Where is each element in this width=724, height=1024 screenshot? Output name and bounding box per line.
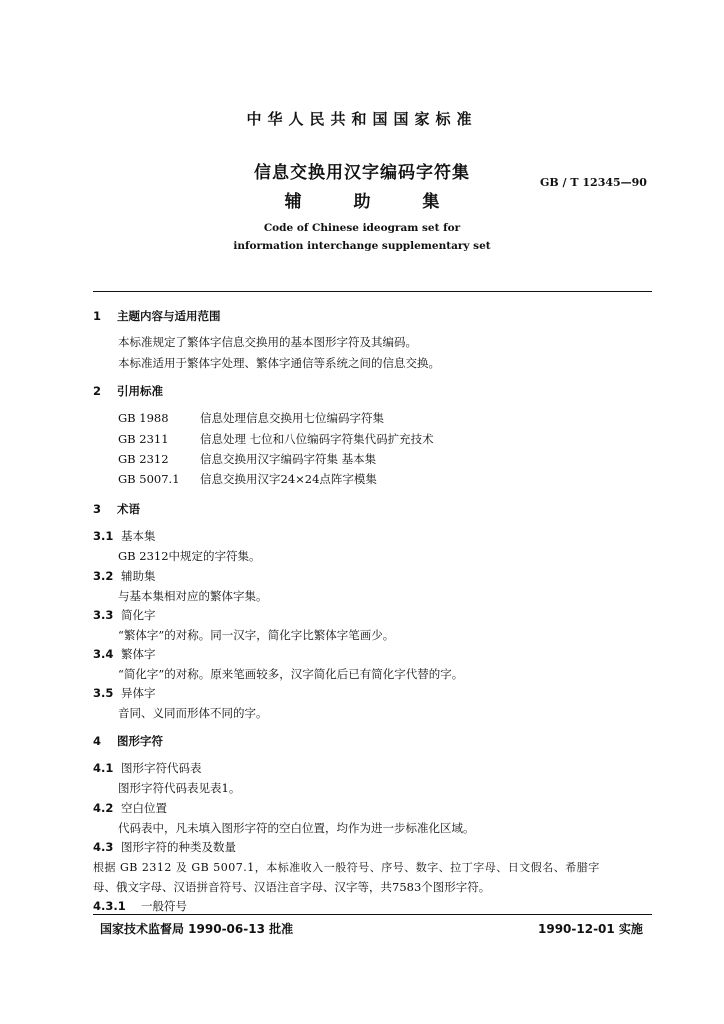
paragraph: 根据 GB 2312 及 GB 5007.1，本标准收入一般符号、序号、数字、拉丁字母、日文假名、希腊字	[93, 861, 600, 874]
section-2-heading	[93, 383, 163, 399]
reference-title: 信息交换用汉字编码字符集 基本集	[200, 452, 377, 466]
paragraph: 本标准规定了繁体字信息交换用的基本图形字符及其编码。	[118, 335, 417, 349]
term-number: 3.1	[93, 529, 114, 543]
reference-item	[118, 451, 376, 467]
footer-divider	[93, 914, 652, 915]
reference-title: 信息处理 七位和八位编码字符集代码扩充技术	[200, 432, 434, 446]
subsection-title: 一般符号	[141, 899, 187, 913]
term-number: 3.4	[93, 647, 114, 661]
term-definition: 与基本集相对应的繁体字集。	[118, 589, 268, 603]
section-4-heading	[93, 733, 163, 749]
section-title: 引用标准	[117, 384, 163, 398]
subsection-title: 空白位置	[121, 801, 167, 815]
term-number: 3.2	[93, 569, 114, 583]
term-name: 基本集	[121, 529, 156, 543]
english-title-line1: Code of Chinese ideogram set for	[263, 222, 461, 234]
section-title: 主题内容与适用范围	[117, 309, 221, 323]
term-3-5	[93, 685, 156, 701]
reference-item	[118, 471, 377, 487]
section-title: 术语	[117, 502, 140, 516]
term-definition: 音同、义同而形体不同的字。	[118, 706, 268, 720]
english-title-line2: information interchange supplementary set	[233, 240, 491, 252]
subsection-number: 4.2	[93, 801, 114, 815]
term-3-2	[93, 568, 156, 584]
term-3-3	[93, 607, 156, 623]
reference-title: 信息处理信息交换用七位编码字符集	[200, 411, 384, 425]
term-3-4	[93, 646, 156, 662]
subsection-number: 4.3	[93, 840, 114, 854]
term-name: 简化字	[121, 608, 156, 622]
term-name: 异体字	[121, 686, 156, 700]
term-definition: “简化字”的对称。原来笔画较多，汉字简化后已有简化字代替的字。	[118, 667, 464, 681]
section-number: 3	[93, 502, 102, 516]
reference-code: GB 5007.1	[118, 472, 180, 486]
reference-code: GB 2311	[118, 432, 169, 446]
subsection-number: 4.3.1	[93, 899, 126, 913]
section-number: 2	[93, 384, 102, 398]
subsection-4-3	[93, 839, 236, 855]
reference-code: GB 1988	[118, 411, 169, 425]
subsection-4-3-1	[93, 898, 187, 914]
subsection-title: 图形字符代码表	[121, 761, 202, 775]
subsection-4-2	[93, 800, 167, 816]
document-title-line2: 辅 助 集	[284, 192, 440, 212]
reference-code: GB 2312	[118, 452, 169, 466]
reference-item	[118, 431, 434, 447]
paragraph: 图形字符代码表见表1。	[118, 781, 241, 795]
standard-number: GB / T 12345—90	[540, 176, 647, 189]
term-name: 繁体字	[121, 647, 156, 661]
term-definition: GB 2312中规定的字符集。	[118, 549, 261, 563]
document-title-line1: 信息交换用汉字编码字符集	[254, 163, 470, 183]
term-definition: “繁体字”的对称。同一汉字，简化字比繁体字笔画少。	[118, 628, 395, 642]
subsection-title: 图形字符的种类及数量	[121, 840, 236, 854]
paragraph: 本标准适用于繁体字处理、繁体字通信等系统之间的信息交换。	[118, 356, 440, 370]
term-number: 3.3	[93, 608, 114, 622]
term-number: 3.5	[93, 686, 114, 700]
term-name: 辅助集	[121, 569, 156, 583]
term-3-1	[93, 528, 156, 544]
header-divider	[93, 291, 652, 292]
subsection-number: 4.1	[93, 761, 114, 775]
implementation-date: 1990-12-01 实施	[538, 922, 643, 936]
standard-type-heading: 中华人民共和国国家标准	[246, 110, 478, 128]
approval-date: 国家技术监督局 1990-06-13 批准	[100, 922, 294, 936]
reference-title: 信息交换用汉字24×24点阵字模集	[200, 472, 377, 486]
paragraph: 代码表中，凡未填入图形字符的空白位置，均作为进一步标准化区域。	[118, 821, 475, 835]
section-number: 1	[93, 309, 102, 323]
section-title: 图形字符	[117, 734, 163, 748]
section-1-heading	[93, 308, 221, 324]
paragraph: 母、俄文字母、汉语拼音符号、汉语注音字母、汉字等，共7583个图形字符。	[93, 880, 491, 894]
section-number: 4	[93, 734, 102, 748]
section-3-heading	[93, 501, 140, 517]
subsection-4-1	[93, 760, 202, 776]
reference-item	[118, 410, 384, 426]
